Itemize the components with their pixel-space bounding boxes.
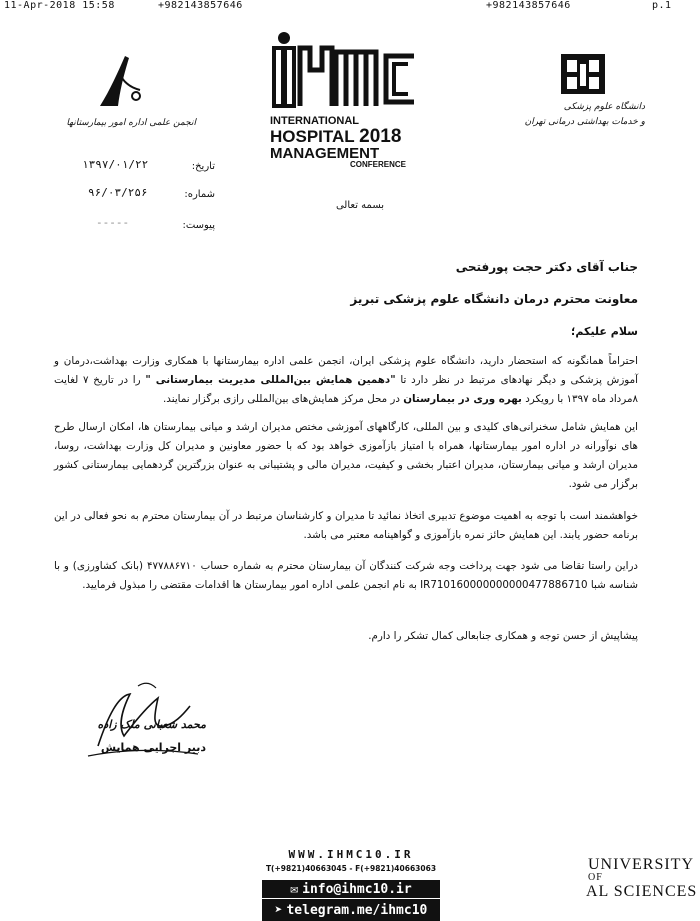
paragraph-5: پیشاپیش از حسن توجه و همکاری جنابعالی کمال تشکر را دارم. [368,630,638,642]
signatory-name: محمد شعبانی ملک زاده [97,718,206,731]
conference-line1: INTERNATIONAL [270,115,360,127]
number-value: ۹۶/۰۳/۲۵۶ [88,186,148,199]
university-name-line1: دانشگاه علوم پزشکی [563,102,645,112]
footer-contact [262,848,440,918]
association-logo-icon [92,50,152,110]
bismillah: بسمه تعالی [335,200,385,211]
association-name: انجمن علمی اداره امور بیمارستانها [66,118,196,128]
footer-uni-line2: OF [588,872,603,883]
footer-email: info@ihmc10.ir [302,881,412,897]
date-label: تاریخ: [191,161,215,172]
conference-year: 2018 [359,126,402,147]
telegram-icon: ➤ [274,902,283,918]
footer-phones: T(+9821)40663045 - F(+9821)40663063 [265,864,437,873]
paragraph-1-a: احتراماً همانگونه که استحضار دارید، دانشگاه علوم پزشکی ایران، انجمن علمی اداره بیمارستانها با همکاری وزارت بهداشت،درمان و آموزش پزشکی و دیگر نهادهای مرتبط در نظر دارد تا [54,355,638,386]
greeting: سلام علیکم؛ [571,325,638,338]
footer-uni-line3: AL SCIENCES [586,883,698,900]
attachment-value: ----- [96,216,130,229]
footer-website[interactable]: WWW.IHMC10.IR [288,848,414,861]
footer-university-text [588,856,700,900]
paragraph-3: خواهشمند است با توجه به اهمیت موضوع تدبیری اتخاذ نمائید تا مدیران و کارشناسان مرتبط در آن بیمارستان محترم به نحو فعالی در این برنامه حضور یابند. این همایش حائز نمره بازآموزی و گواهینامه معتبر می باشد. [54,510,638,541]
paragraph-1-c: در محل مرکز همایش‌های بین‌المللی رازی برگزار نمایند. [163,393,400,405]
footer-uni-line1: UNIVERSITY [588,856,694,873]
footer-email-row[interactable] [262,880,440,898]
conference-line4: CONFERENCE [350,160,407,169]
fax-phone-right: +982143857646 [486,0,571,11]
attachment-label: پیوست: [182,220,215,231]
ihmc-logo-icon [270,30,420,110]
recipient-name: جناب آقای دکتر حجت پورفتحی [455,260,638,274]
conference-logo [270,30,430,169]
paragraph-1-b: را در تاریخ ۷ لغایت ۸مرداد ماه ۱۳۹۷ با رویکرد [54,374,638,405]
recipient-title: معاونت محترم درمان دانشگاه علوم پزشکی تبریز [350,292,638,306]
conference-line2: HOSPITAL [270,127,355,146]
fax-phone-left: +982143857646 [158,0,243,11]
conference-title-emphasis: "دهمین همایش بین‌المللی مدیریت بیمارستانی " [145,374,396,386]
email-icon: ✉ [290,881,299,897]
university-emblem-icon [557,50,609,98]
footer-telegram-row[interactable] [262,899,440,921]
fax-page-number: p.1 [652,0,672,11]
fax-datetime: 11-Apr-2018 15:58 [4,0,115,11]
footer-telegram: telegram.me/ihmc10 [286,902,428,918]
paragraph-1 [54,352,638,409]
paragraph-2: این همایش شامل سخنرانی‌های کلیدی و بین المللی، کارگاههای آموزشی مختص مدیران ارشد و میانی بیمارستان ها، امکان ارسال طرح های نوآورانه در اداره امور بیمارستانها، همراه با امتیاز بازآموزی خواهد بود که با حضور معاونین و مدیران کل وزارت بهداشت، روسا، مدیران ارشد و میانی بیمارستان، مدیران اعتبار بخشی و کیفیت، مدیران مالی و پشتیبانی به عنوان بزرگترین گردهمایی بیمارستانی کشور برگزار می شود. [54,421,638,490]
university-name-line2: و خدمات بهداشتی درمانی تهران [524,117,645,127]
date-value: ۱۳۹۷/۰۱/۲۲ [82,158,149,171]
conference-line3: MANAGEMENT [270,145,380,162]
signatory-role: دبیر اجرایی همایش [100,741,206,754]
paragraph-4: دراین راستا تقاضا می شود جهت پرداخت وجه شرکت کنندگان آن بیمارستان محترم به شماره حساب ۴۷۷۸۸۶۷۱۰ (بانک کشاورزی) و با شناسه شبا IR710160000000000477886710 به نام انجمن علمی اداره امور بیمارستان ها اقدامات مقتضی را مبذول فرمایید. [54,560,638,591]
number-label: شماره: [184,189,215,200]
approach-emphasis: بهره وری در بیمارستان [403,393,522,405]
